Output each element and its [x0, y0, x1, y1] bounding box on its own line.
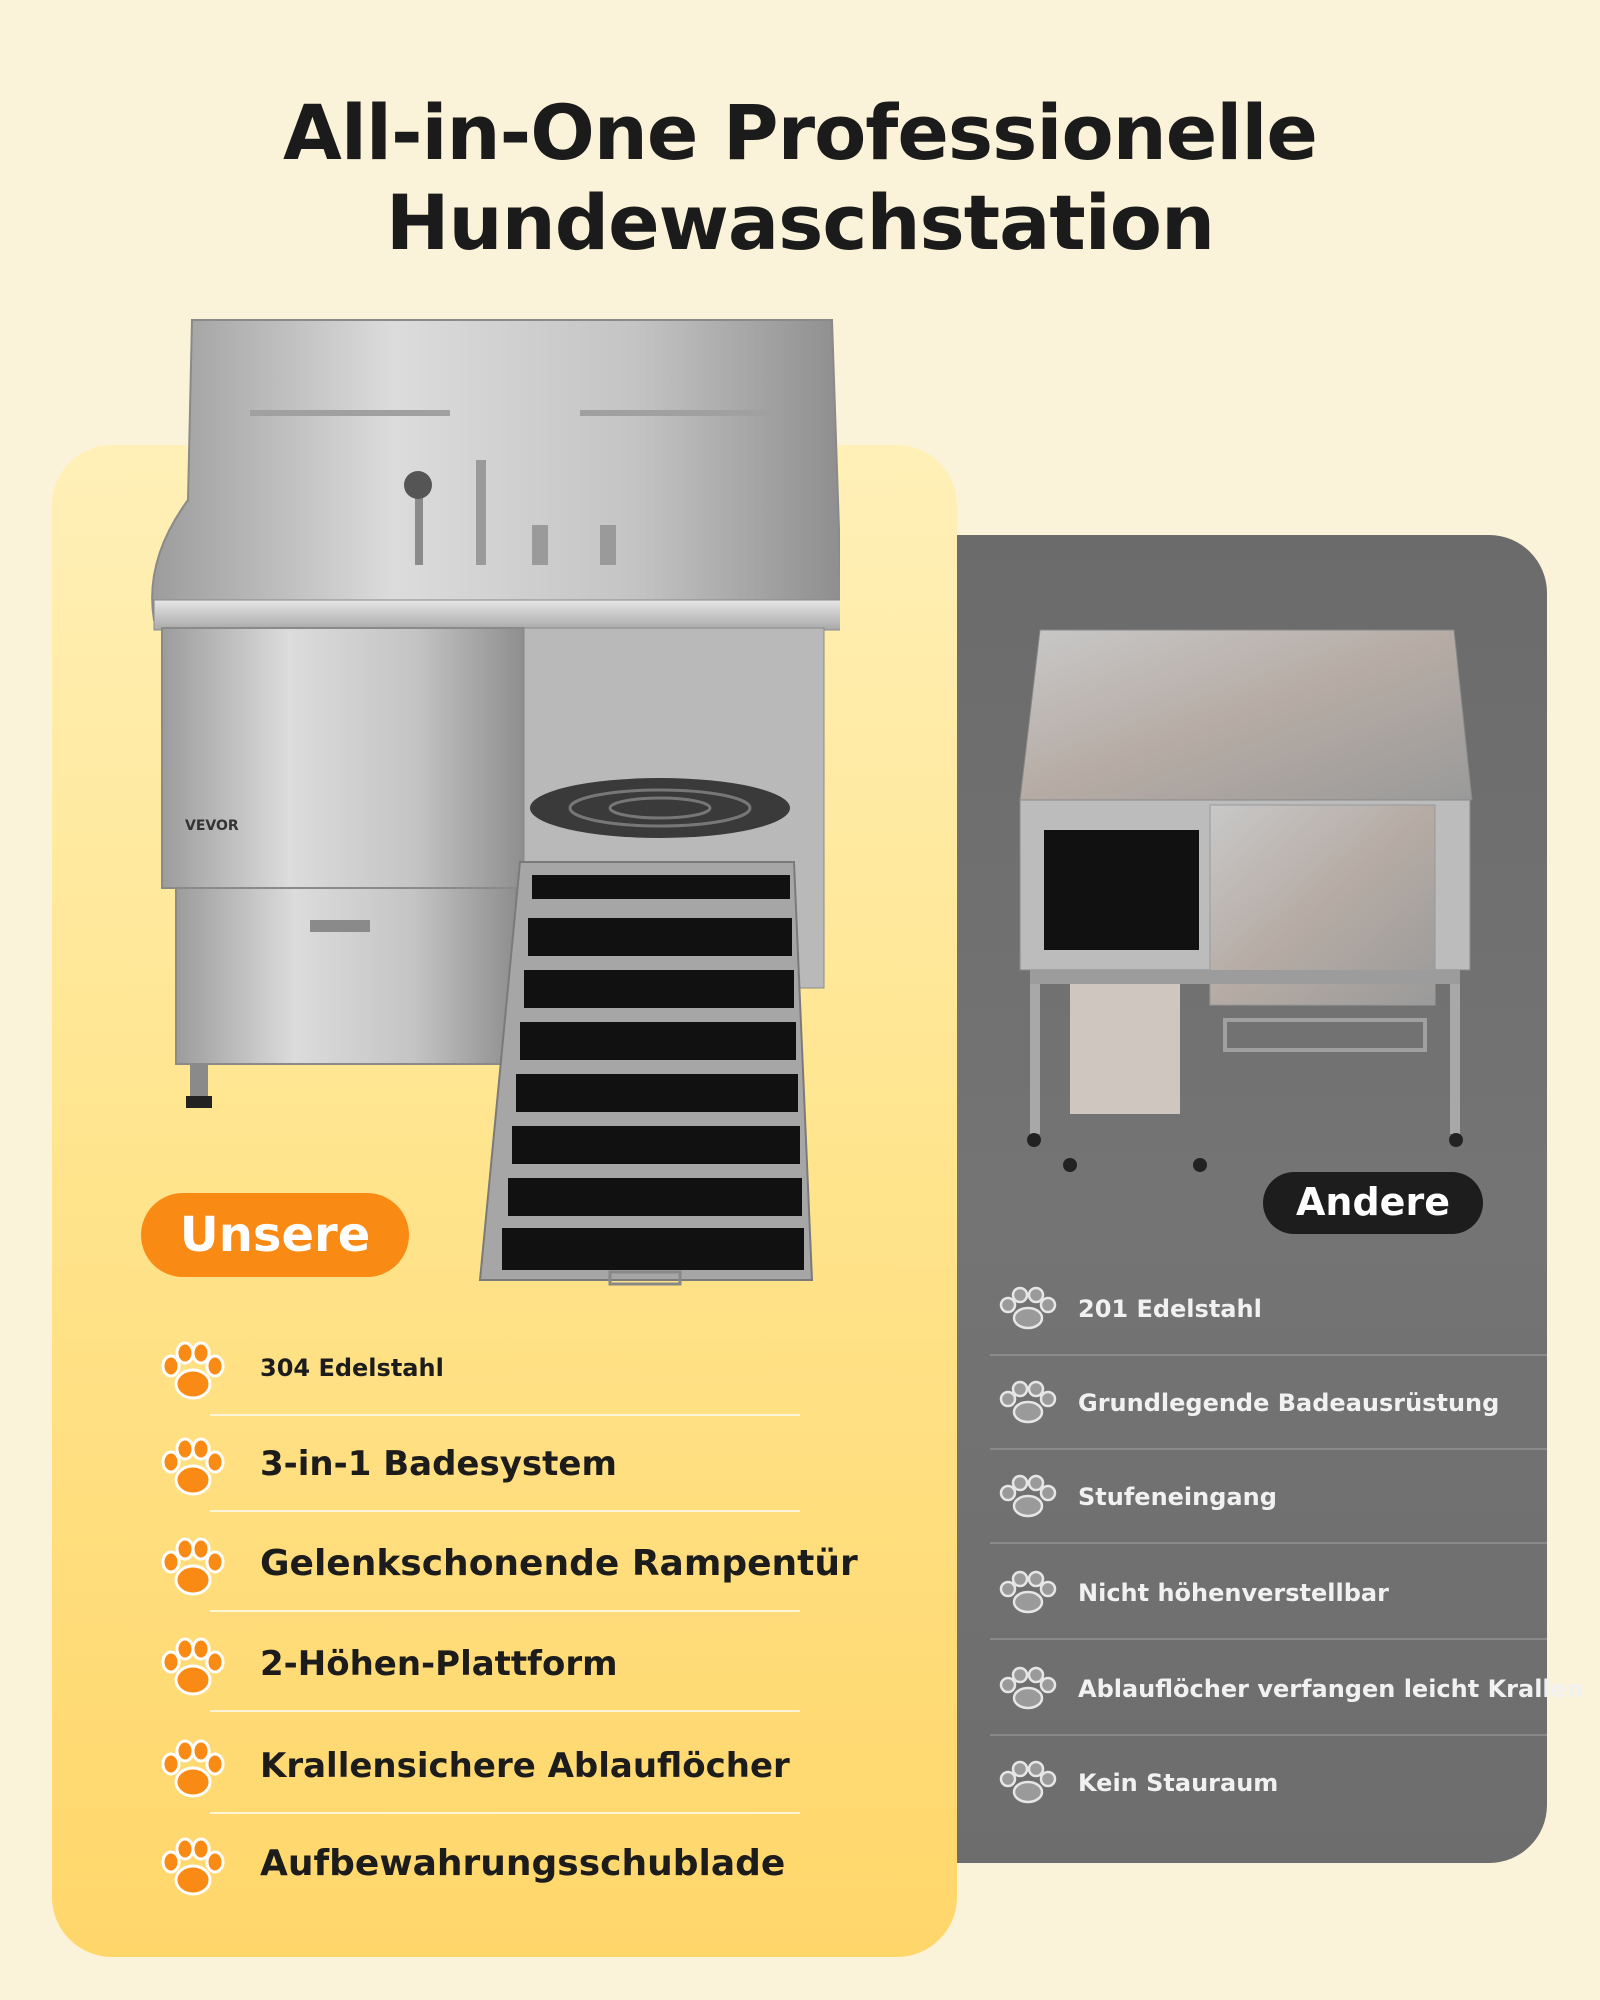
- page-title: [0, 88, 1600, 268]
- other-feature-item: [990, 1356, 1547, 1450]
- paw-icon: [158, 1738, 228, 1802]
- divider: [990, 1542, 1547, 1544]
- ours-feature-item: [150, 1816, 800, 1912]
- other-feature-item: [990, 1736, 1547, 1830]
- other-badge: Andere: [1263, 1172, 1483, 1234]
- paw-icon: [158, 1836, 228, 1900]
- ours-feature-label: Krallensichere Ablauflöcher: [260, 1746, 790, 1786]
- other-feature-label: Kein Stauraum: [1078, 1769, 1279, 1797]
- ours-feature-item: [150, 1718, 800, 1814]
- paw-icon: [998, 1380, 1058, 1426]
- other-feature-item: [990, 1450, 1547, 1544]
- other-feature-item: [990, 1642, 1585, 1736]
- divider: [990, 1638, 1547, 1640]
- ours-badge: Unsere: [141, 1193, 409, 1277]
- ours-feature-item: [150, 1516, 858, 1612]
- paw-icon: [158, 1436, 228, 1500]
- divider: [210, 1812, 800, 1814]
- other-feature-item: [990, 1546, 1547, 1640]
- paw-icon: [998, 1760, 1058, 1806]
- ours-feature-item: [150, 1616, 800, 1712]
- title-line-2: Hundewaschstation: [385, 178, 1215, 267]
- other-feature-item: [990, 1262, 1547, 1356]
- brand-logo: VEVOR: [185, 818, 239, 834]
- paw-icon: [158, 1536, 228, 1600]
- ours-feature-label: 304 Edelstahl: [260, 1354, 444, 1382]
- ours-feature-label: Aufbewahrungsschublade: [260, 1843, 786, 1884]
- ours-feature-item: [150, 1416, 800, 1512]
- other-product-image: [1010, 625, 1480, 1185]
- other-feature-label: Ablauflöcher verfangen leicht Krallen: [1078, 1675, 1585, 1703]
- paw-icon: [998, 1474, 1058, 1520]
- ours-feature-label: 3-in-1 Badesystem: [260, 1444, 617, 1484]
- other-feature-label: Grundlegende Badeausrüstung: [1078, 1389, 1500, 1417]
- other-feature-label: Stufeneingang: [1078, 1483, 1277, 1511]
- divider: [210, 1710, 800, 1712]
- divider: [210, 1610, 800, 1612]
- other-feature-label: Nicht höhenverstellbar: [1078, 1579, 1389, 1607]
- ours-feature-item: [150, 1320, 800, 1416]
- paw-icon: [158, 1340, 228, 1404]
- ours-product-image: [140, 310, 840, 1290]
- paw-icon: [998, 1286, 1058, 1332]
- paw-icon: [998, 1570, 1058, 1616]
- ours-feature-label: Gelenkschonende Rampentür: [260, 1543, 858, 1584]
- paw-icon: [998, 1666, 1058, 1712]
- title-line-1: All-in-One Professionelle: [283, 88, 1317, 177]
- ours-feature-label: 2-Höhen-Plattform: [260, 1644, 618, 1684]
- other-feature-label: 201 Edelstahl: [1078, 1295, 1262, 1323]
- paw-icon: [158, 1636, 228, 1700]
- divider: [210, 1510, 800, 1512]
